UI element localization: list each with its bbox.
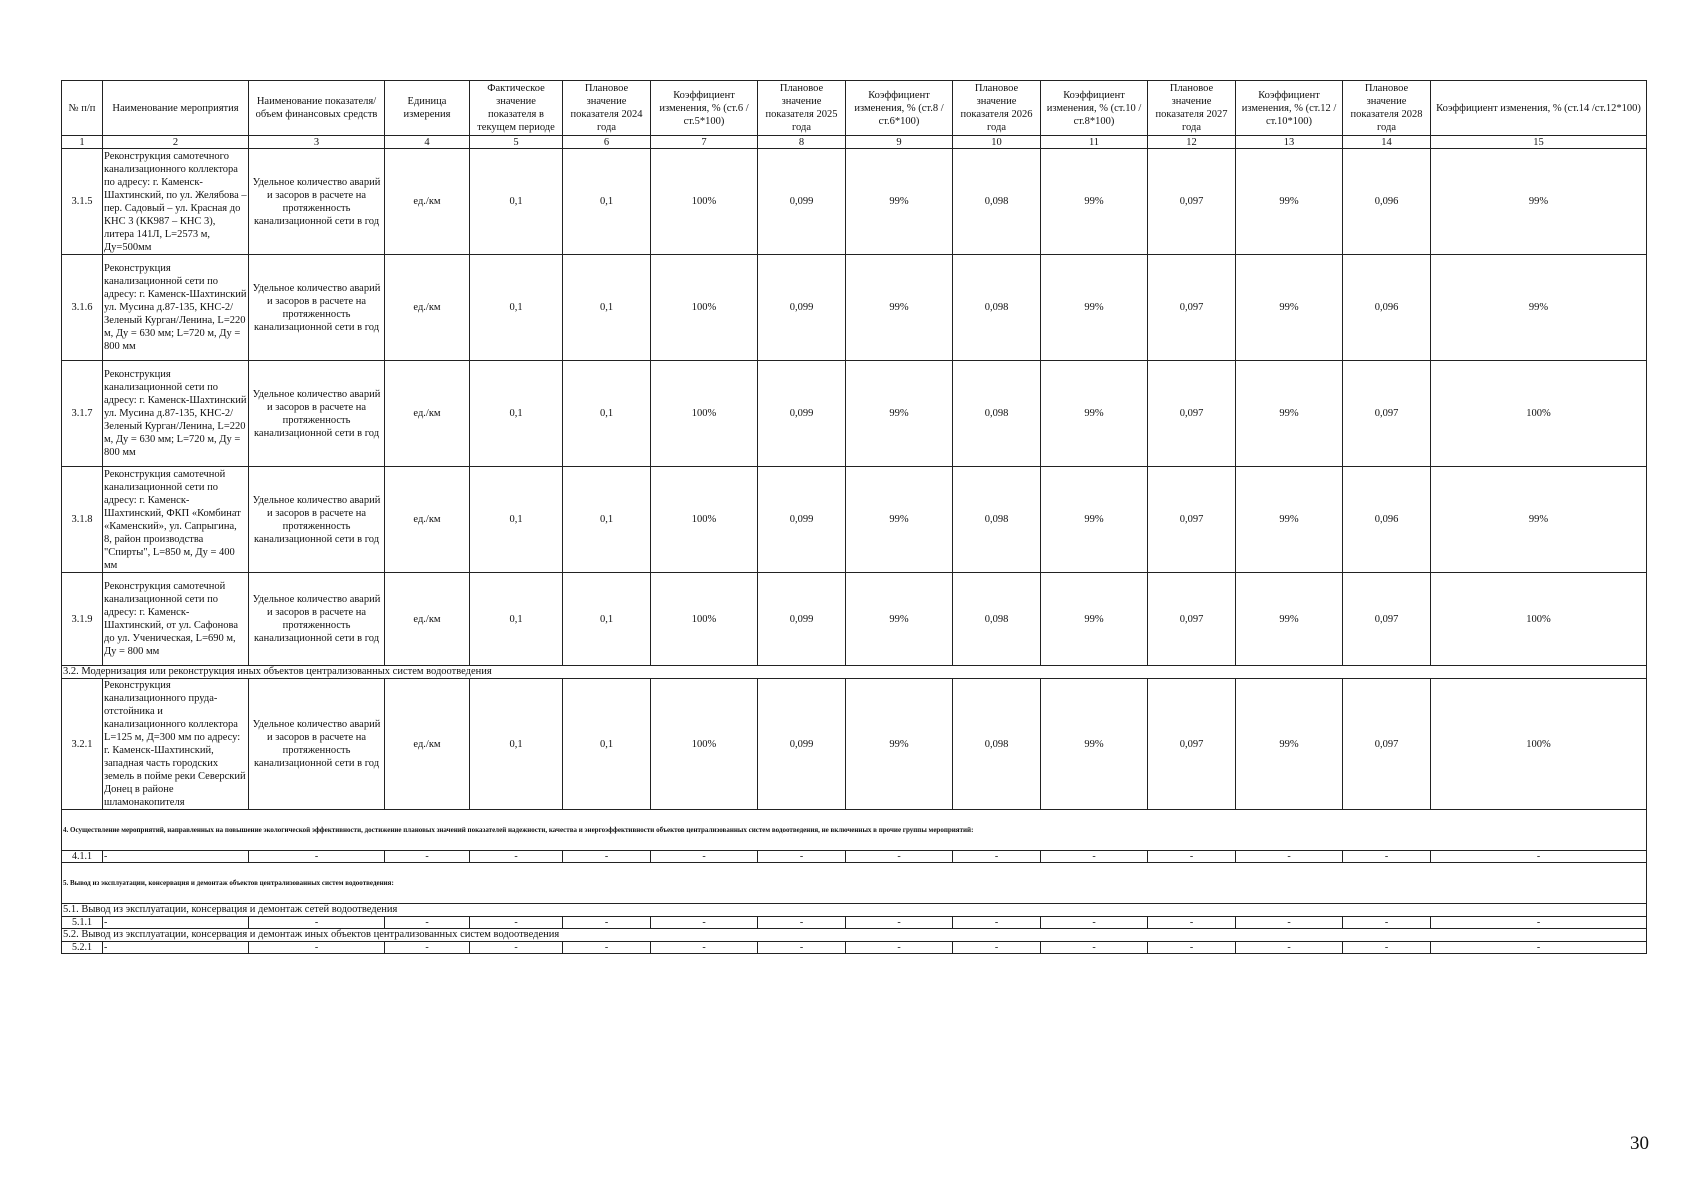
- value-cell: 99%: [846, 361, 953, 467]
- section-title: 5. Вывод из эксплуатации, консервация и демонтаж объектов централизованных систем водоотведения:: [62, 863, 1647, 904]
- value-cell: -: [953, 917, 1041, 929]
- column-number: 11: [1041, 136, 1148, 149]
- value-cell: -: [758, 851, 846, 863]
- value-cell: 100%: [651, 255, 758, 361]
- column-number: 2: [103, 136, 249, 149]
- value-cell: -: [249, 851, 385, 863]
- measures-table: [61, 80, 1647, 954]
- column-number: 10: [953, 136, 1041, 149]
- value-cell: 0,097: [1343, 679, 1431, 810]
- value-cell: 99%: [1236, 361, 1343, 467]
- value-cell: 0,098: [953, 255, 1041, 361]
- value-cell: -: [1236, 917, 1343, 929]
- unit: ед./км: [385, 361, 470, 467]
- header-cell: Коэффициент изменения, % (ст.6 /ст.5*100): [651, 81, 758, 136]
- value-cell: 99%: [1236, 149, 1343, 255]
- value-cell: -: [1236, 942, 1343, 954]
- row-number: 3.1.8: [62, 467, 103, 573]
- header-cell: Плановое значение показателя 2026 года: [953, 81, 1041, 136]
- column-number: 3: [249, 136, 385, 149]
- value-cell: 99%: [1041, 361, 1148, 467]
- table-row: [62, 573, 1647, 666]
- value-cell: -: [1431, 917, 1647, 929]
- value-cell: 99%: [1041, 679, 1148, 810]
- measure-name: Реконструкция канализационной сети по адресу: г. Каменск-Шахтинский ул. Мусина д.87-135, КНС-2/Зеленый Курган/Ленина, L=220 м, Ду = 630 мм; L=720 м, Ду = 800 мм: [103, 361, 249, 467]
- table-row: [62, 851, 1647, 863]
- value-cell: 0,098: [953, 149, 1041, 255]
- value-cell: 0,099: [758, 361, 846, 467]
- value-cell: 0,1: [563, 255, 651, 361]
- value-cell: -: [470, 942, 563, 954]
- page-number: 30: [1630, 1133, 1649, 1154]
- measure-name: Реконструкция канализационной сети по адресу: г. Каменск-Шахтинский ул. Мусина д.87-135, КНС-2/Зеленый Курган/Ленина, L=220 м, Ду = 630 мм; L=720 м, Ду = 800 мм: [103, 255, 249, 361]
- value-cell: 0,1: [563, 573, 651, 666]
- header-cell: Коэффициент изменения, % (ст.14 /ст.12*100): [1431, 81, 1647, 136]
- indicator-name: Удельное количество аварий и засоров в расчете на протяженность канализационной сети в год: [249, 149, 385, 255]
- column-number: 14: [1343, 136, 1431, 149]
- value-cell: 0,098: [953, 467, 1041, 573]
- value-cell: 100%: [651, 679, 758, 810]
- value-cell: 0,1: [470, 467, 563, 573]
- value-cell: -: [953, 942, 1041, 954]
- value-cell: -: [651, 851, 758, 863]
- value-cell: 99%: [1236, 467, 1343, 573]
- measure-name: -: [103, 917, 249, 929]
- unit: ед./км: [385, 149, 470, 255]
- value-cell: -: [1148, 942, 1236, 954]
- column-number: 5: [470, 136, 563, 149]
- value-cell: -: [1431, 942, 1647, 954]
- unit: ед./км: [385, 573, 470, 666]
- value-cell: -: [846, 851, 953, 863]
- value-cell: -: [846, 942, 953, 954]
- value-cell: -: [385, 851, 470, 863]
- value-cell: -: [1041, 851, 1148, 863]
- header-cell: Фактическое значение показателя в текущем периоде: [470, 81, 563, 136]
- indicator-name: Удельное количество аварий и засоров в расчете на протяженность канализационной сети в год: [249, 573, 385, 666]
- section-row: [62, 904, 1647, 917]
- value-cell: -: [563, 851, 651, 863]
- column-number: 13: [1236, 136, 1343, 149]
- value-cell: 0,1: [563, 361, 651, 467]
- value-cell: 0,096: [1343, 255, 1431, 361]
- value-cell: 0,1: [470, 679, 563, 810]
- header-cell: Коэффициент изменения, % (ст.12 /ст.10*100): [1236, 81, 1343, 136]
- row-number: 5.1.1: [62, 917, 103, 929]
- row-number: 3.1.5: [62, 149, 103, 255]
- indicator-name: Удельное количество аварий и засоров в расчете на протяженность канализационной сети в год: [249, 361, 385, 467]
- value-cell: 100%: [1431, 679, 1647, 810]
- value-cell: 99%: [1236, 573, 1343, 666]
- value-cell: 0,097: [1148, 573, 1236, 666]
- indicator-name: Удельное количество аварий и засоров в расчете на протяженность канализационной сети в год: [249, 255, 385, 361]
- column-number-row: [62, 136, 1647, 149]
- value-cell: 0,1: [470, 361, 563, 467]
- section-title: 3.2. Модернизация или реконструкция иных объектов централизованных систем водоотведения: [62, 666, 1647, 679]
- row-number: 4.1.1: [62, 851, 103, 863]
- value-cell: -: [953, 851, 1041, 863]
- measure-name: Реконструкция самотечного канализационного коллектора по адресу: г. Каменск-Шахтинский, по ул. Желябова – пер. Садовый – ул. Красная до КНС 3 (КК987 – КНС 3), литера 141Л, L=2573 м, Ду=500мм: [104, 150, 247, 253]
- value-cell: 0,098: [953, 679, 1041, 810]
- header-cell: Коэффициент изменения, % (ст.8 /ст.6*100): [846, 81, 953, 136]
- value-cell: -: [470, 851, 563, 863]
- header-row: [62, 81, 1647, 136]
- table-row: [62, 942, 1647, 954]
- value-cell: -: [1343, 851, 1431, 863]
- value-cell: 99%: [846, 467, 953, 573]
- measure-name: Реконструкция канализационного пруда-отстойника и канализационного коллектора L=125 м, Д=300 мм по адресу: г. Каменск-Шахтинский, западная часть городских земель в пойме реки Северский Донец в районе шламонакопителя: [103, 679, 249, 810]
- value-cell: 0,1: [470, 573, 563, 666]
- value-cell: -: [651, 942, 758, 954]
- value-cell: -: [249, 917, 385, 929]
- value-cell: 99%: [1236, 679, 1343, 810]
- header-cell: Наименование мероприятия: [103, 81, 249, 136]
- value-cell: -: [385, 917, 470, 929]
- indicator-name: Удельное количество аварий и засоров в расчете на протяженность канализационной сети в год: [249, 679, 385, 810]
- value-cell: 0,097: [1148, 467, 1236, 573]
- indicator-name: Удельное количество аварий и засоров в расчете на протяженность канализационной сети в год: [249, 467, 385, 573]
- value-cell: 0,097: [1148, 679, 1236, 810]
- header-cell: № п/п: [62, 81, 103, 136]
- section-row: [62, 929, 1647, 942]
- value-cell: 0,096: [1343, 149, 1431, 255]
- column-number: 15: [1431, 136, 1647, 149]
- unit: ед./км: [385, 679, 470, 810]
- measure-name: Реконструкция самотечной канализационной сети по адресу: г. Каменск-Шахтинский, ФКП «Комбинат «Каменский», ул. Сапрыгина, 8, район производства "Спирты", L=850 м, Ду = 400 мм: [103, 467, 249, 573]
- value-cell: -: [1041, 917, 1148, 929]
- value-cell: -: [846, 917, 953, 929]
- value-cell: -: [563, 917, 651, 929]
- column-number: 8: [758, 136, 846, 149]
- value-cell: -: [1148, 917, 1236, 929]
- column-number: 6: [563, 136, 651, 149]
- value-cell: 99%: [1041, 255, 1148, 361]
- measure-name: Реконструкция самотечной канализационной сети по адресу: г. Каменск-Шахтинский, от ул. Сафонова до ул. Ученическая, L=690 м, Ду = 800 мм: [103, 573, 249, 666]
- value-cell: 100%: [651, 467, 758, 573]
- value-cell: -: [1343, 942, 1431, 954]
- section-row: [62, 810, 1647, 851]
- row-number: 5.2.1: [62, 942, 103, 954]
- table-row: [62, 255, 1647, 361]
- value-cell: 99%: [1431, 149, 1647, 255]
- value-cell: 99%: [846, 255, 953, 361]
- value-cell: 0,1: [563, 679, 651, 810]
- table-row: [62, 917, 1647, 929]
- value-cell: -: [470, 917, 563, 929]
- table-row: [62, 361, 1647, 467]
- header-cell: Плановое значение показателя 2025 года: [758, 81, 846, 136]
- column-number: 4: [385, 136, 470, 149]
- value-cell: 99%: [1041, 573, 1148, 666]
- value-cell: 0,099: [758, 255, 846, 361]
- value-cell: -: [1236, 851, 1343, 863]
- value-cell: 0,098: [953, 573, 1041, 666]
- value-cell: 99%: [1041, 467, 1148, 573]
- table-row: [62, 467, 1647, 573]
- value-cell: -: [385, 942, 470, 954]
- section-title: 5.1. Вывод из эксплуатации, консервация и демонтаж сетей водоотведения: [62, 904, 1647, 917]
- value-cell: -: [1431, 851, 1647, 863]
- header-cell: Единица измерения: [385, 81, 470, 136]
- value-cell: 99%: [1236, 255, 1343, 361]
- value-cell: 0,099: [758, 679, 846, 810]
- value-cell: 0,1: [470, 255, 563, 361]
- value-cell: 100%: [1431, 573, 1647, 666]
- section-title: 5.2. Вывод из эксплуатации, консервация и демонтаж иных объектов централизованных систем водоотведения: [62, 929, 1647, 942]
- column-number: 1: [62, 136, 103, 149]
- unit: ед./км: [385, 255, 470, 361]
- header-cell: Плановое значение показателя 2028 года: [1343, 81, 1431, 136]
- value-cell: 99%: [846, 149, 953, 255]
- value-cell: -: [758, 917, 846, 929]
- value-cell: -: [1343, 917, 1431, 929]
- value-cell: 0,097: [1148, 149, 1236, 255]
- value-cell: -: [651, 917, 758, 929]
- header-cell: Наименование показателя/ объем финансовых средств: [249, 81, 385, 136]
- table-row: [62, 149, 1647, 255]
- value-cell: -: [249, 942, 385, 954]
- row-number: 3.1.9: [62, 573, 103, 666]
- value-cell: 0,099: [758, 149, 846, 255]
- value-cell: 0,1: [563, 467, 651, 573]
- value-cell: 100%: [651, 149, 758, 255]
- measure-name: -: [103, 942, 249, 954]
- value-cell: 0,097: [1343, 573, 1431, 666]
- section-title: 4. Осуществление мероприятий, направленных на повышение экологической эффективности, достижение плановых значений показателей надежности, качества и энергоэффективности объектов централизованных систем водоотведения, не включенных в прочие группы мероприятий:: [62, 810, 1647, 851]
- value-cell: 99%: [846, 679, 953, 810]
- table-row: [62, 679, 1647, 810]
- header-cell: Плановое значение показателя 2024 года: [563, 81, 651, 136]
- value-cell: 100%: [651, 573, 758, 666]
- row-number: 3.2.1: [62, 679, 103, 810]
- row-number: 3.1.7: [62, 361, 103, 467]
- value-cell: 0,098: [953, 361, 1041, 467]
- value-cell: 99%: [1431, 467, 1647, 573]
- unit: ед./км: [385, 467, 470, 573]
- header-cell: Плановое значение показателя 2027 года: [1148, 81, 1236, 136]
- value-cell: 0,1: [470, 149, 563, 255]
- column-number: 12: [1148, 136, 1236, 149]
- header-cell: Коэффициент изменения, % (ст.10 /ст.8*100): [1041, 81, 1148, 136]
- value-cell: -: [563, 942, 651, 954]
- measure-name: -: [103, 851, 249, 863]
- value-cell: 100%: [1431, 361, 1647, 467]
- value-cell: 0,097: [1148, 361, 1236, 467]
- value-cell: 99%: [1431, 255, 1647, 361]
- value-cell: 99%: [846, 573, 953, 666]
- value-cell: 0,097: [1343, 361, 1431, 467]
- value-cell: 0,099: [758, 467, 846, 573]
- value-cell: -: [1041, 942, 1148, 954]
- value-cell: 0,097: [1148, 255, 1236, 361]
- value-cell: 0,1: [563, 149, 651, 255]
- value-cell: -: [758, 942, 846, 954]
- section-row: [62, 863, 1647, 904]
- column-number: 7: [651, 136, 758, 149]
- row-number: 3.1.6: [62, 255, 103, 361]
- section-row: [62, 666, 1647, 679]
- value-cell: 0,096: [1343, 467, 1431, 573]
- value-cell: 100%: [651, 361, 758, 467]
- value-cell: 99%: [1041, 149, 1148, 255]
- value-cell: -: [1148, 851, 1236, 863]
- value-cell: 0,099: [758, 573, 846, 666]
- column-number: 9: [846, 136, 953, 149]
